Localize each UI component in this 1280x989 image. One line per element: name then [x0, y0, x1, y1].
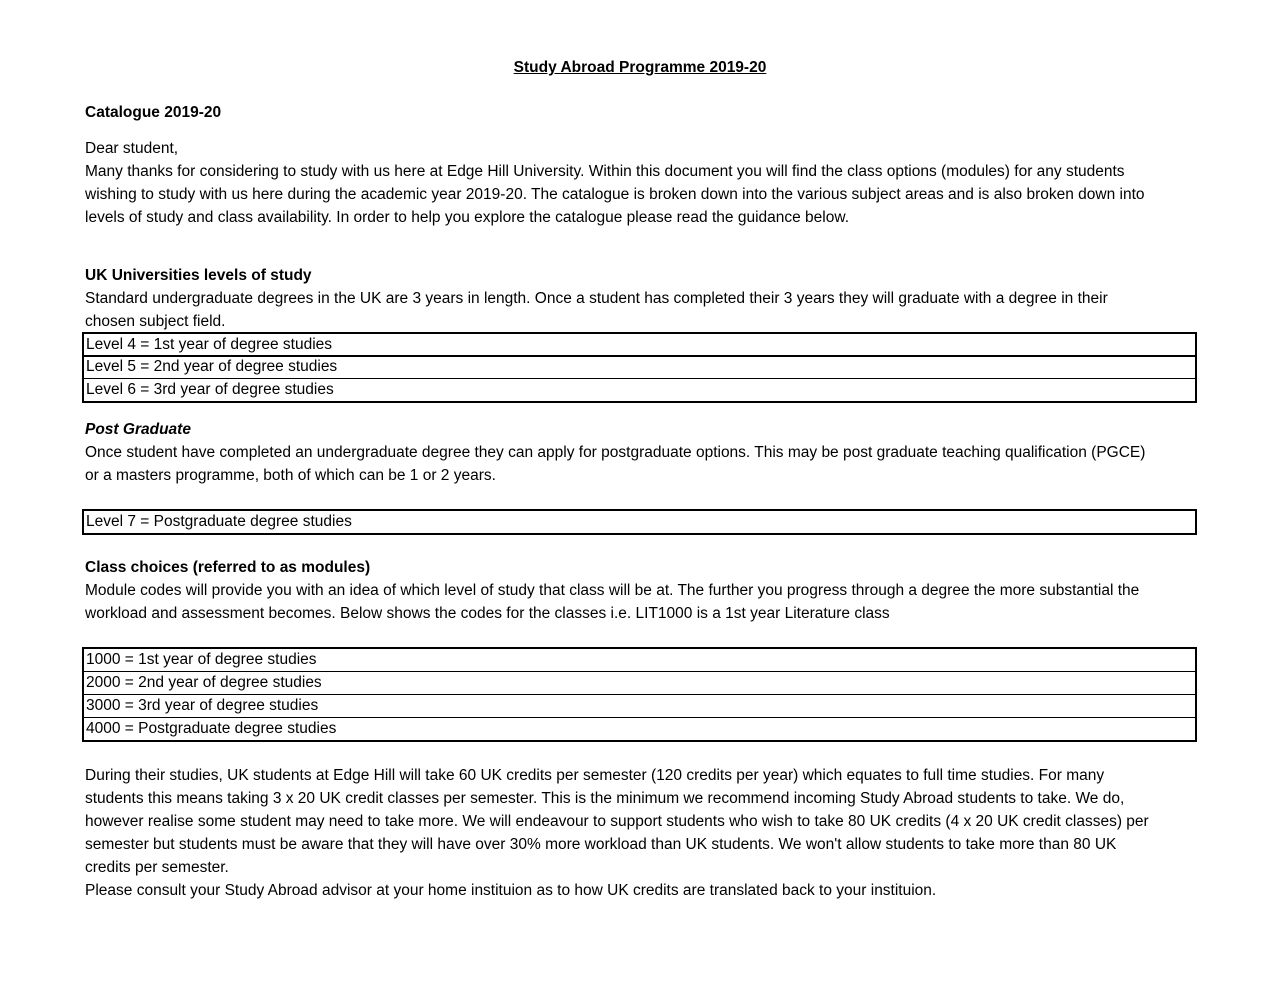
credits-line: however realise some student may need to take more. We will endeavour to support students who wish to take 80 UK credits (4 x 20 UK credit classes) per [85, 813, 1149, 830]
level-table-row: Level 6 = 3rd year of degree studies [82, 378, 1197, 403]
intro-line: levels of study and class availability. In order to help you explore the catalogue please read the guidance below. [85, 209, 850, 226]
class-choices-line: workload and assessment becomes. Below shows the codes for the classes i.e. LIT1000 is a 1st year Literature class [85, 605, 890, 622]
level-table-row: Level 4 = 1st year of degree studies [82, 332, 1197, 357]
catalogue-heading: Catalogue 2019-20 [85, 104, 222, 121]
uk-levels-line: chosen subject field. [85, 313, 226, 330]
class-choices-heading: Class choices (referred to as modules) [85, 559, 371, 576]
level-table-row: Level 5 = 2nd year of degree studies [82, 355, 1197, 379]
credits-line: semester but students must be aware that they will have over 30% more workload than UK students. We won't allow students to take more than 80 UK [85, 836, 1117, 853]
uk-levels-heading: UK Universities levels of study [85, 267, 312, 284]
uk-levels-line: Standard undergraduate degrees in the UK are 3 years in length. Once a student has completed their 3 years they will graduate with a degree in their [85, 290, 1108, 307]
credits-line: credits per semester. [85, 859, 229, 876]
module-code-row: 3000 = 3rd year of degree studies [82, 694, 1197, 718]
page-title: Study Abroad Programme 2019-20 [513, 59, 767, 76]
credits-line: During their studies, UK students at Edge Hill will take 60 UK credits per semester (120 credits per year) which equates to full time studies. For many [85, 767, 1105, 784]
post-graduate-heading: Post Graduate [85, 421, 191, 438]
post-graduate-line: or a masters programme, both of which can be 1 or 2 years. [85, 467, 496, 484]
class-choices-line: Module codes will provide you with an idea of which level of study that class will be at. The further you progress through a degree the more substantial the [85, 582, 1140, 599]
module-code-row: 4000 = Postgraduate degree studies [82, 717, 1197, 742]
intro-line: wishing to study with us here during the academic year 2019-20. The catalogue is broken down into the various subject areas and is also broken down into [85, 186, 1145, 203]
intro-line: Many thanks for considering to study with us here at Edge Hill University. Within this document you will find the class options (modules) for any students [85, 163, 1125, 180]
post-graduate-line: Once student have completed an undergraduate degree they can apply for postgraduate options. This may be post graduate teaching qualification (PGCE) [85, 444, 1146, 461]
postgrad-table-row: Level 7 = Postgraduate degree studies [82, 509, 1197, 535]
credits-line: Please consult your Study Abroad advisor at your home instituion as to how UK credits are translated back to your instituion. [85, 882, 937, 899]
intro-greeting: Dear student, [85, 140, 179, 157]
module-code-row: 2000 = 2nd year of degree studies [82, 671, 1197, 695]
module-code-row: 1000 = 1st year of degree studies [82, 647, 1197, 672]
credits-line: students this means taking 3 x 20 UK credit classes per semester. This is the minimum we recommend incoming Study Abroad students to take. We do, [85, 790, 1125, 807]
